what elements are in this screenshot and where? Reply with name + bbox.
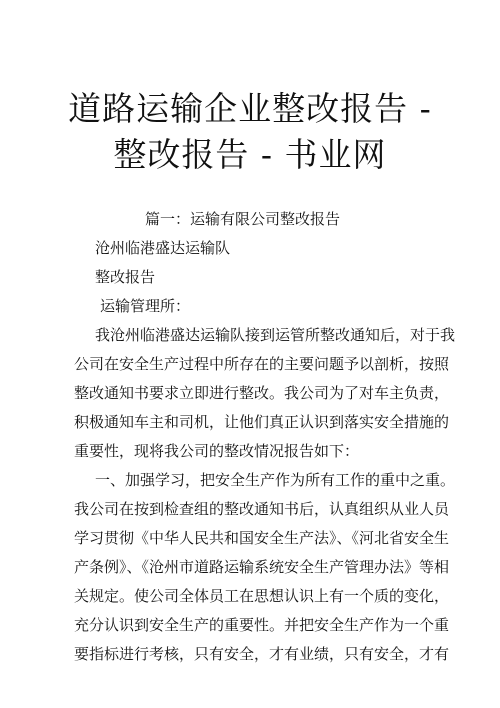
paragraph-2-line: 充分认识到安全生产的重要性。并把安全生产作为一个重 bbox=[74, 616, 450, 634]
paragraph-2-line: 我公司在按到检查组的整改通知书后，认真组织从业人员 bbox=[74, 500, 450, 518]
paragraph-1-line: 我沧州临港盛达运输队接到运管所整改通知后，对于我 bbox=[95, 326, 456, 344]
document-title-line-1: 道路运输企业整改报告 - bbox=[68, 89, 432, 128]
paragraph-1-line: 重要性，现将我公司的整改情况报告如下： bbox=[74, 442, 360, 460]
paragraph-1-line: 公司在安全生产过程中所存在的主要问题予以剖析，按照 bbox=[74, 355, 450, 373]
addressee: 运输管理所： bbox=[100, 297, 191, 315]
paragraph-1-line: 整改通知书要求立即进行整改。我公司为了对车主负责， bbox=[74, 384, 450, 402]
paragraph-2-line: 要指标进行考核，只有安全，才有业绩，只有安全，才有 bbox=[74, 645, 450, 663]
document-title-line-2: 整改报告 - 书业网 bbox=[113, 135, 387, 174]
document-type: 整改报告 bbox=[95, 268, 156, 286]
paragraph-2-line: 学习贯彻《中华人民共和国安全生产法》、《河北省安全生 bbox=[74, 529, 450, 547]
paragraph-2-line: 关规定。使公司全体员工在思想认识上有一个质的变化， bbox=[74, 587, 450, 605]
paragraph-2-line: 产条例》、《沧州市道路运输系统安全生产管理办法》等相 bbox=[74, 558, 450, 576]
company-name: 沧州临港盛达运输队 bbox=[95, 239, 231, 257]
section-heading: 篇一：运输有限公司整改报告 bbox=[145, 210, 341, 228]
paragraph-1-line: 积极通知车主和司机，让他们真正认识到落实安全措施的 bbox=[74, 413, 450, 431]
paragraph-2-line: 一、加强学习，把安全生产作为所有工作的重中之重。 bbox=[95, 471, 456, 489]
